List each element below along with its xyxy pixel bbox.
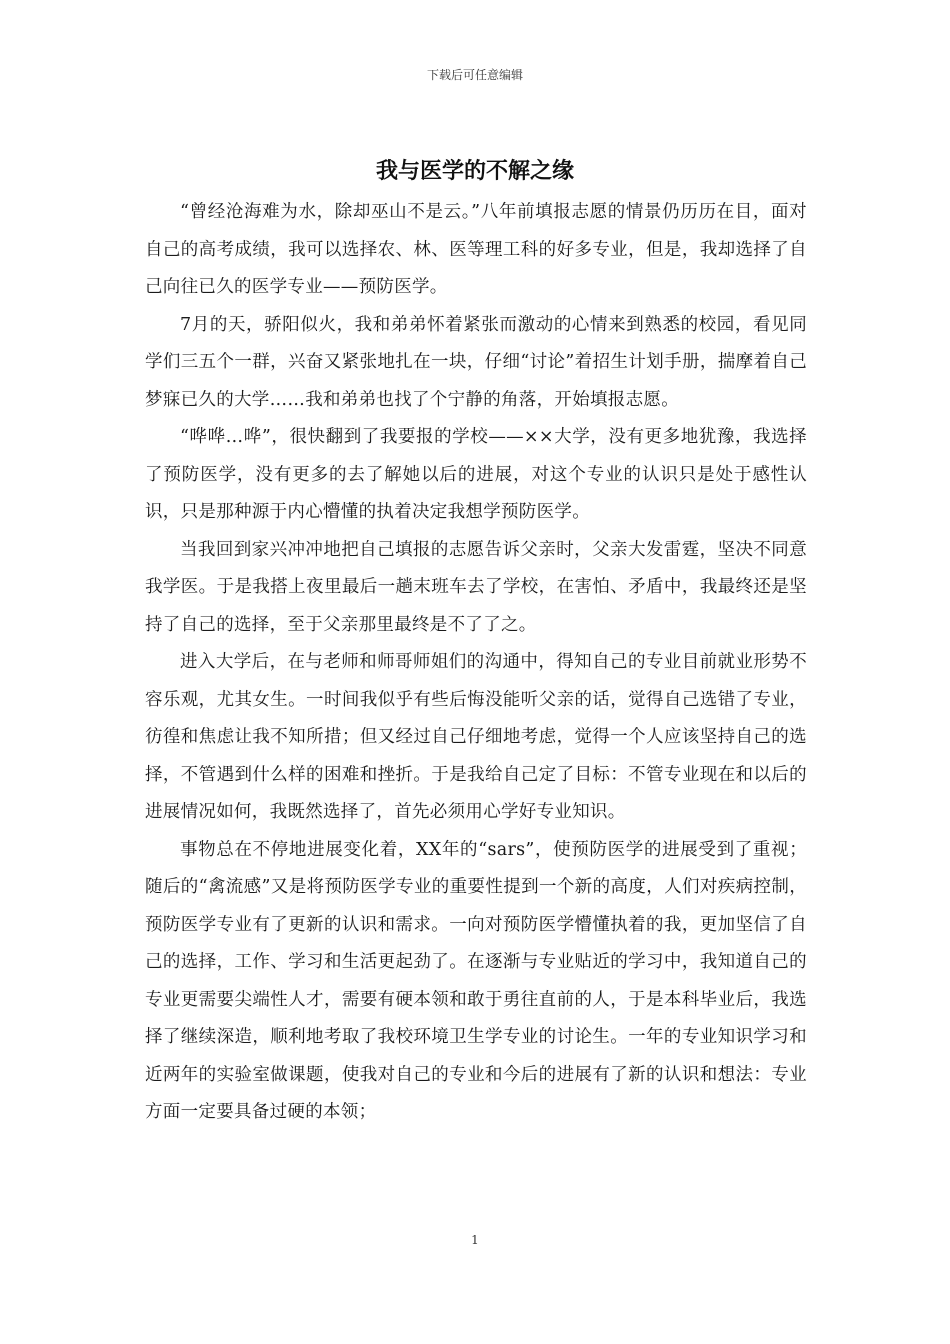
paragraph: 进入大学后，在与老师和师哥师姐们的沟通中，得知自己的专业目前就业形势不容乐观，尤其女生。一时间我似乎有些后悔没能听父亲的话，觉得自己选错了专业，彷徨和焦虑让我不知所措；但又经过自己仔细地考虑，觉得一个人应该坚持自己的选择，不管遇到什么样的困难和挫折。于是我给自己定了目标：不管专业现在和以后的进展情况如何，我既然选择了，首先必须用心学好专业知识。 [145,652,807,822]
paragraph: 7月的天，骄阳似火，我和弟弟怀着紧张而激动的心情来到熟悉的校园，看见同学们三五个一群，兴奋又紧张地扎在一块，仔细“讨论”着招生计划手册，揣摩着自己梦寐已久的大学……我和弟弟也找了个宁静的角落，开始填报志愿。 [145,314,807,410]
document-title: 我与医学的不解之缘 [375,159,574,184]
paragraph: 当我回到家兴冲冲地把自己填报的志愿告诉父亲时，父亲大发雷霆，坚决不同意我学医。于是我搭上夜里最后一趟末班车去了学校，在害怕、矛盾中，我最终还是坚持了自己的选择，至于父亲那里最终是不了了之。 [145,539,807,635]
page-number: 1 [471,1233,479,1247]
header-note: 下载后可任意编辑 [426,68,523,82]
document-body [145,194,807,1132]
paragraph: 事物总在不停地进展变化着，XX年的“sars”，使预防医学的进展受到了重视；随后的“禽流感”又是将预防医学专业的重要性提到一个新的高度，人们对疾病控制，预防医学专业有了更新的认识和需求。一向对预防医学懵懂执着的我，更加坚信了自己的选择，工作、学习和生活更起劲了。在逐渐与专业贴近的学习中，我知道自己的专业更需要尖端性人才，需要有硬本领和敢于勇往直前的人，于是本科毕业后，我选择了继续深造，顺利地考取了我校环境卫生学专业的讨论生。一年的专业知识学习和近两年的实验室做课题，使我对自己的专业和今后的进展有了新的认识和想法：专业方面一定要具备过硬的本领； [145,839,807,1122]
paragraph: “哗哗…哗”，很快翻到了我要报的学校——××大学，没有更多地犹豫，我选择了预防医学，没有更多的去了解她以后的进展，对这个专业的认识只是处于感性认识，只是那种源于内心懵懂的执着决定我想学预防医学。 [145,427,807,522]
paragraph: “曾经沧海难为水，除却巫山不是云。”八年前填报志愿的情景仍历历在目，面对自己的高考成绩，我可以选择农、林、医等理工科的好多专业，但是，我却选择了自己向往已久的医学专业——预防医学。 [145,202,807,297]
